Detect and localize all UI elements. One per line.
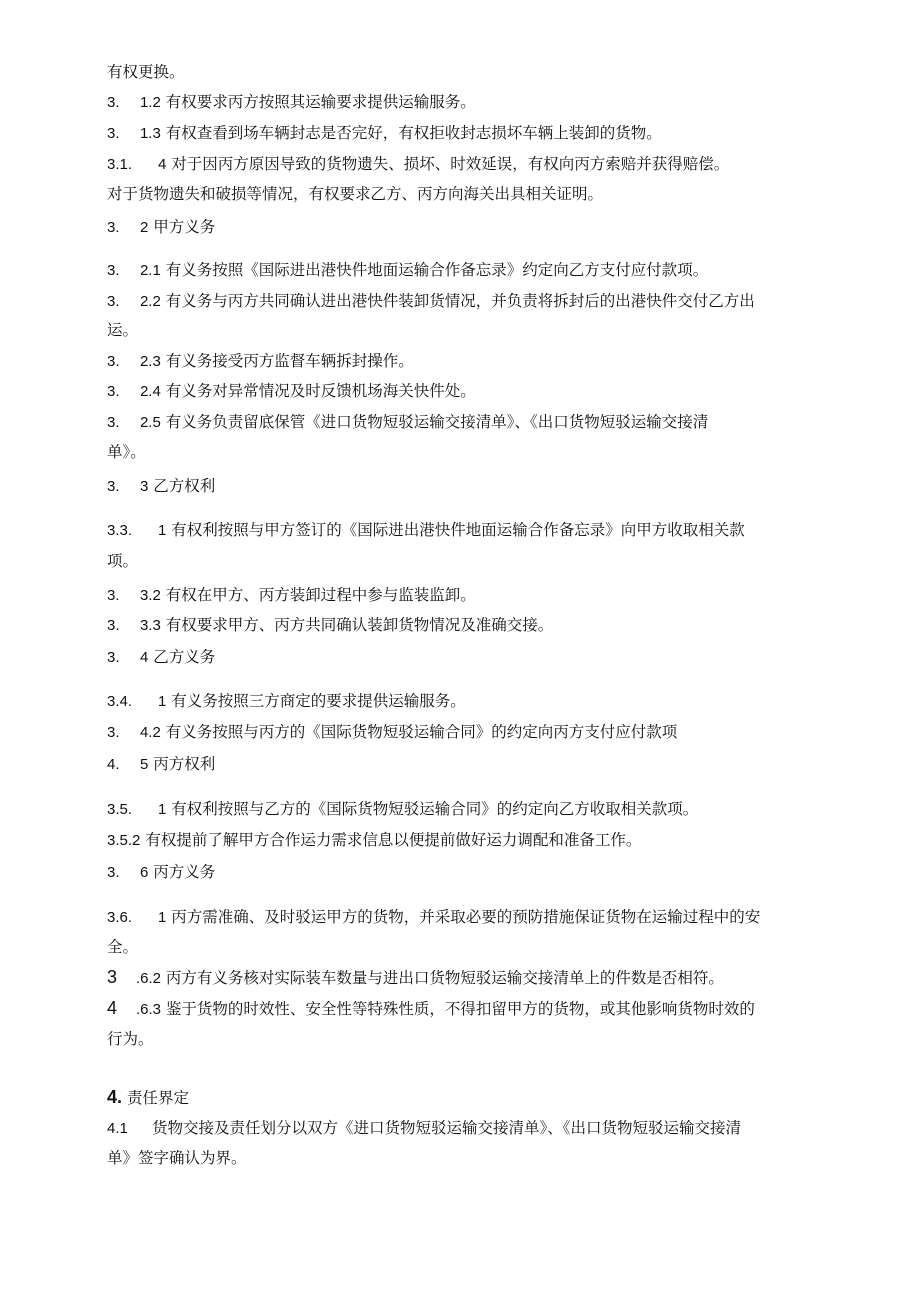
section-number: 3. — [107, 478, 120, 495]
clause-number: 3. — [107, 293, 120, 310]
section-number: 3. — [107, 649, 120, 666]
section-title: 丙方义务 — [153, 863, 216, 881]
clause-3-4-2 — [107, 722, 817, 743]
line-text: 对于货物遗失和破损等情况，有权要求乙方、丙方向海关出具相关证明。 — [107, 185, 604, 203]
text-line — [107, 937, 817, 957]
clause-number: 3 — [107, 967, 118, 987]
clause-3-1-4 — [107, 154, 817, 175]
clause-number: 4 — [107, 998, 118, 1018]
text-line — [107, 62, 817, 82]
clause-text: 丙方有义务核对实际装车数量与进出口货物短驳运输交接清单上的件数是否相符。 — [165, 969, 724, 987]
clause-3-4-1 — [107, 691, 817, 712]
clause-text: 鉴于货物的时效性、安全性等特殊性质，不得扣留甲方的货物，或其他影响货物时效的 — [165, 1000, 755, 1018]
clause-3-6-2 — [107, 967, 817, 989]
clause-number: 3.1. — [107, 156, 133, 173]
clause-subnumber: 2.1 — [139, 262, 161, 279]
clause-subnumber: 4.2 — [139, 724, 161, 741]
clause-3-6-1 — [107, 907, 817, 928]
section-subnumber: 2 — [139, 219, 149, 236]
section-3-5-heading — [107, 754, 817, 775]
text-line — [107, 1148, 817, 1168]
clause-subnumber: 2.2 — [139, 293, 161, 310]
clause-text: 丙方需准确、及时驳运甲方的货物，并采取必要的预防措施保证货物在运输过程中的安 — [171, 908, 761, 926]
clause-text: 有权利按照与乙方的《国际货物短驳运输合同》的约定向乙方收取相关款项。 — [171, 800, 699, 818]
clause-number: 3. — [107, 125, 120, 142]
clause-number: 3. — [107, 383, 120, 400]
section-3-2-heading — [107, 217, 817, 238]
clause-subnumber: 1 — [157, 522, 167, 539]
clause-3-1-2 — [107, 92, 817, 113]
clause-3-5-2 — [107, 830, 817, 851]
section-title: 丙方权利 — [153, 755, 216, 773]
clause-subnumber: 3.5.2 — [107, 832, 141, 849]
text-line — [107, 1029, 817, 1049]
section-subnumber: 6 — [139, 864, 149, 881]
clause-subnumber: 1 — [157, 693, 167, 710]
clause-number: 3. — [107, 353, 120, 370]
clause-text: 有权要求丙方按照其运输要求提供运输服务。 — [165, 93, 476, 111]
line-text: 单》。 — [107, 443, 146, 461]
section-title: 乙方权利 — [153, 477, 216, 495]
clause-subnumber: 1.3 — [139, 125, 161, 142]
text-line — [107, 442, 817, 462]
clause-number: 3. — [107, 587, 120, 604]
clause-3-2-4 — [107, 381, 817, 402]
section-subnumber: 3 — [139, 478, 149, 495]
clause-subnumber: 4 — [157, 156, 167, 173]
clause-3-2-3 — [107, 351, 817, 372]
text-line — [107, 184, 817, 204]
clause-text: 有权利按照与甲方签订的《国际进出港快件地面运输合作备忘录》向甲方收取相关款 — [171, 521, 745, 539]
clause-subnumber: 2.3 — [139, 353, 161, 370]
clause-text: 货物交接及责任划分以双方《进口货物短驳运输交接清单》、《出口货物短驳运输交接清 — [151, 1119, 741, 1137]
clause-3-3-2 — [107, 585, 817, 606]
line-text: 运。 — [107, 321, 139, 339]
clause-subnumber: 3.3 — [139, 617, 161, 634]
clause-number: 3.3. — [107, 522, 133, 539]
clause-text: 有义务与丙方共同确认进出港快件装卸货情况，并负责将拆封后的出港快件交付乙方出 — [165, 292, 755, 310]
clause-subnumber: .6.2 — [135, 970, 161, 987]
clause-subnumber: 2.4 — [139, 383, 161, 400]
clause-4-1 — [107, 1118, 817, 1139]
clause-text: 有权在甲方、丙方装卸过程中参与监装监卸。 — [165, 586, 476, 604]
section-number: 3. — [107, 864, 120, 881]
section-title: 甲方义务 — [153, 218, 216, 236]
text-line — [107, 320, 817, 340]
clause-3-2-2 — [107, 291, 817, 312]
clause-subnumber: 2.5 — [139, 414, 161, 431]
clause-number: 3.6. — [107, 909, 133, 926]
clause-number: 3.5. — [107, 801, 133, 818]
line-text: 项。 — [107, 552, 139, 570]
section-3-4-heading — [107, 647, 817, 668]
clause-subnumber: 1 — [157, 801, 167, 818]
clause-number: 3. — [107, 262, 120, 279]
clause-text: 对于因丙方原因导致的货物遗失、损坏、时效延误，有权向丙方索赔并获得赔偿。 — [171, 155, 730, 173]
section-title: 责任界定 — [126, 1089, 189, 1107]
clause-text: 有权要求甲方、丙方共同确认装卸货物情况及准确交接。 — [165, 616, 554, 634]
clause-3-2-5 — [107, 412, 817, 433]
section-number: 3. — [107, 219, 120, 236]
text-line — [107, 551, 817, 571]
clause-text: 有义务按照三方商定的要求提供运输服务。 — [171, 692, 466, 710]
section-number: 4. — [107, 756, 120, 773]
clause-number: 3.4. — [107, 693, 133, 710]
clause-3-5-1 — [107, 799, 817, 820]
clause-subnumber: 1 — [157, 909, 167, 926]
clause-number: 3. — [107, 94, 120, 111]
section-subnumber: 4 — [139, 649, 149, 666]
clause-3-2-1 — [107, 260, 817, 281]
clause-3-1-3 — [107, 123, 817, 144]
clause-text: 有权查看到场车辆封志是否完好，有权拒收封志损坏车辆上装卸的货物。 — [165, 124, 662, 142]
clause-3-3-1 — [107, 520, 817, 541]
clause-text: 有权提前了解甲方合作运力需求信息以便提前做好运力调配和准备工作。 — [145, 831, 642, 849]
clause-3-6-3 — [107, 998, 817, 1020]
section-3-3-heading — [107, 476, 817, 497]
clause-subnumber: 3.2 — [139, 587, 161, 604]
section-number: 4. — [107, 1087, 123, 1107]
clause-subnumber: 1.2 — [139, 94, 161, 111]
line-text: 全。 — [107, 938, 139, 956]
line-text: 单》签字确认为界。 — [107, 1149, 247, 1167]
section-4-heading — [107, 1087, 817, 1108]
clause-text: 有义务按照《国际进出港快件地面运输合作备忘录》约定向乙方支付应付款项。 — [165, 261, 709, 279]
clause-number: 4.1 — [107, 1120, 128, 1137]
line-text: 行为。 — [107, 1030, 154, 1048]
line-text: 有权更换。 — [107, 63, 185, 81]
clause-text: 有义务负责留底保管《进口货物短驳运输交接清单》、《出口货物短驳运输交接清 — [165, 413, 709, 431]
section-3-6-heading — [107, 862, 817, 883]
clause-text: 有义务按照与丙方的《国际货物短驳运输合同》的约定向丙方支付应付款项 — [165, 723, 678, 741]
clause-number: 3. — [107, 414, 120, 431]
clause-3-3-3 — [107, 615, 817, 636]
clause-text: 有义务对异常情况及时反馈机场海关快件处。 — [165, 382, 476, 400]
clause-subnumber: .6.3 — [135, 1001, 161, 1018]
clause-text: 有义务接受丙方监督车辆拆封操作。 — [165, 352, 414, 370]
clause-number: 3. — [107, 724, 120, 741]
section-title: 乙方义务 — [153, 648, 216, 666]
clause-number: 3. — [107, 617, 120, 634]
section-subnumber: 5 — [139, 756, 149, 773]
